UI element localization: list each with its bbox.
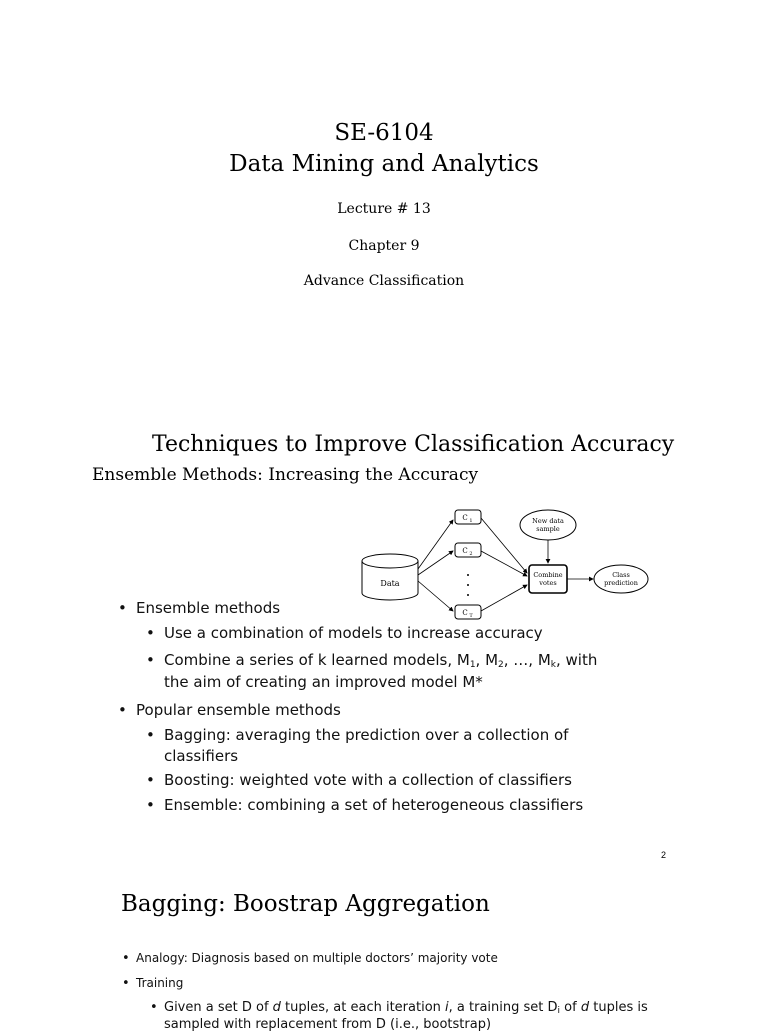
page-number: 2 (661, 850, 667, 860)
svg-text:prediction: prediction (604, 579, 638, 587)
slide-2-title: Techniques to Improve Classification Accuracy (152, 432, 675, 457)
bullet-combine-series: • Combine a series of k learned models, $M_1$, $M_2$, …, $M_k$, with (146, 651, 598, 670)
bullet-dot: • (122, 951, 130, 966)
data-cylinder (362, 554, 418, 600)
course-title: Data Mining and Analytics (229, 151, 539, 177)
arrow-data-c2 (418, 551, 453, 575)
svg-text:C: C (462, 609, 468, 617)
class-prediction (594, 565, 648, 593)
bullet-dot: • (146, 771, 155, 789)
bullet-dot: • (118, 701, 127, 719)
bullet-dot: • (146, 796, 155, 814)
svg-text:New data: New data (532, 517, 564, 525)
bullet-analogy: • Analogy: Diagnosis based on multiple doctors’ majority vote (122, 951, 498, 966)
bullet-combine-series-line2: the aim of creating an improved model M* (164, 673, 483, 691)
combine-votes-box (529, 565, 567, 593)
bullet-dot: • (146, 726, 155, 744)
bullet-training: • Training (122, 976, 184, 991)
lecture-topic: Advance Classification (303, 273, 465, 289)
arrow-data-c1 (418, 520, 453, 569)
arrow-ct-combine (481, 585, 527, 611)
svg-text:Class: Class (612, 571, 630, 579)
arrow-data-ct (418, 581, 453, 611)
svg-text:C: C (462, 547, 468, 555)
bullet-dot: • (146, 624, 155, 642)
bullet-dot: • (118, 599, 127, 617)
data-label: Data (380, 579, 400, 588)
svg-text:Combine: Combine (533, 571, 563, 579)
svg-text:1: 1 (469, 518, 473, 524)
classifier-c1 (455, 510, 481, 524)
arrow-c2-combine (481, 551, 527, 576)
bullet-dot: • (122, 976, 130, 991)
lecture-number: Lecture # 13 (337, 201, 431, 217)
svg-text:T: T (469, 613, 473, 619)
bullet-boosting: • Boosting: weighted vote with a collection of classifiers (146, 771, 572, 789)
bullet-dot: • (146, 651, 155, 669)
classifier-ct (455, 605, 481, 619)
classifier-c2 (455, 543, 481, 557)
slide-2-subtitle: Ensemble Methods: Increasing the Accuracy (92, 465, 479, 485)
bullet-ensemble-methods: • Ensemble methods (118, 599, 281, 617)
course-code: SE-6104 (334, 120, 434, 146)
bullet-given-set-line2: sampled with replacement from D (i.e., bootstrap) (164, 1017, 492, 1032)
bullet-popular-ensemble: • Popular ensemble methods (118, 701, 341, 719)
bullet-ensemble: • Ensemble: combining a set of heterogeneous classifiers (146, 796, 584, 814)
new-data-sample (520, 510, 576, 540)
svg-text:sample: sample (536, 525, 560, 533)
svg-text:votes: votes (539, 579, 557, 587)
bullet-dot: • (150, 1000, 158, 1015)
chapter-number: Chapter 9 (348, 238, 420, 254)
ellipsis-dots (467, 574, 469, 596)
bullet-bagging-line2: classifiers (164, 747, 239, 765)
bullet-combination-models: • Use a combination of models to increase accuracy (146, 624, 543, 642)
slide-3-title: Bagging: Boostrap Aggregation (121, 891, 490, 917)
bullet-bagging: • Bagging: averaging the prediction over a collection of (146, 726, 569, 744)
svg-text:2: 2 (469, 551, 473, 557)
ensemble-diagram (355, 505, 655, 625)
bullet-given-set: • Given a set D of d tuples, at each iteration i, a training set $D_i$ of d tuples is (150, 1000, 648, 1016)
svg-text:C: C (462, 514, 468, 522)
